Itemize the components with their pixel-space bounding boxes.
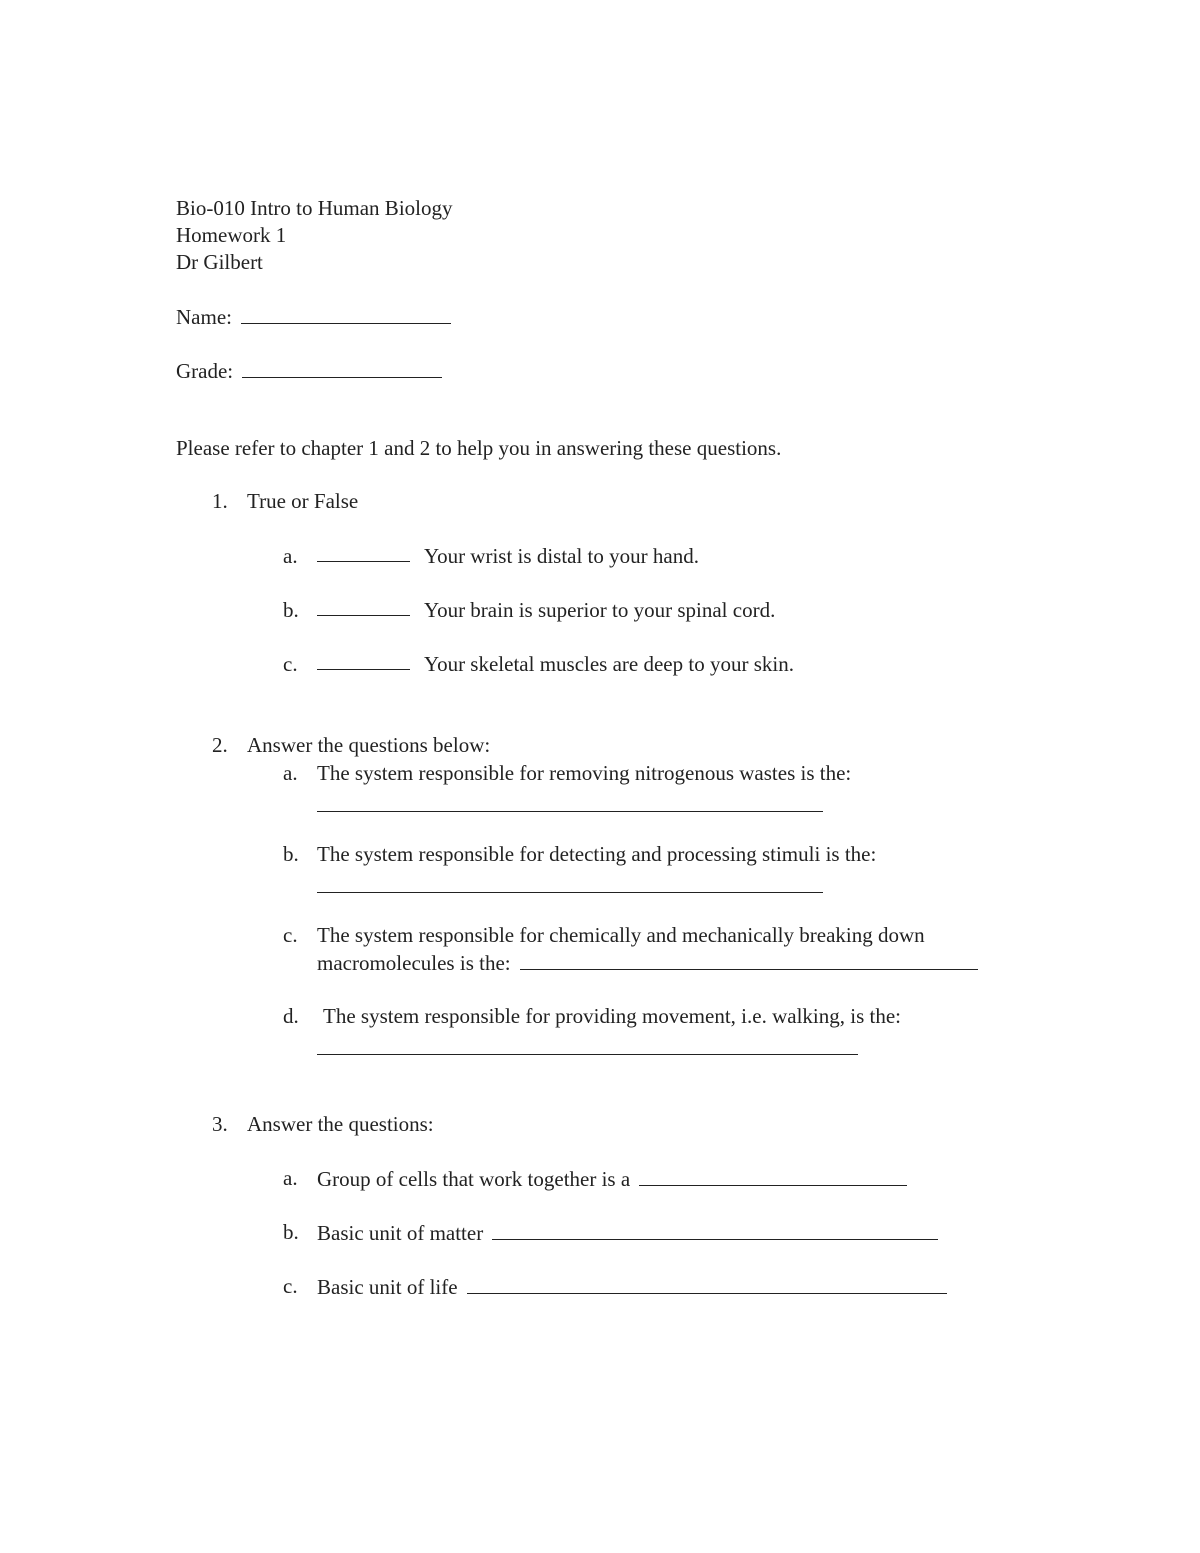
q2-title: Answer the questions below: [247, 733, 491, 757]
q3-c-blank[interactable] [467, 1273, 947, 1294]
q3-title: Answer the questions: [247, 1112, 434, 1136]
q2-b-letter: b. [283, 842, 299, 866]
q3-a-row [317, 1165, 907, 1193]
q2-c-letter: c. [283, 923, 298, 947]
q2-b-blank[interactable] [317, 872, 823, 893]
q1-c-blank[interactable] [317, 649, 410, 670]
q3-a-blank[interactable] [639, 1165, 907, 1186]
q1-b-letter: b. [283, 598, 299, 622]
q1-c-text: Your skeletal muscles are deep to your skin. [424, 652, 794, 676]
name-label: Name: [176, 305, 232, 329]
q1-b-text: Your brain is superior to your spinal cord. [424, 598, 776, 622]
q3-b-text: Basic unit of matter [317, 1221, 484, 1245]
q2-a-letter: a. [283, 761, 298, 785]
name-blank[interactable] [241, 303, 451, 324]
q3-number: 3. [212, 1112, 228, 1136]
q1-title: True or False [247, 489, 359, 513]
q2-d-text: The system responsible for providing movement, i.e. walking, is the: [323, 1004, 901, 1028]
q1-number: 1. [212, 489, 228, 513]
q1-a-text: Your wrist is distal to your hand. [424, 544, 699, 568]
q3-b-row [317, 1219, 938, 1247]
q3-b-blank[interactable] [492, 1219, 938, 1240]
q2-c-blank[interactable] [520, 949, 978, 970]
q2-c-text: The system responsible for chemically and mechanically breaking down [317, 923, 925, 947]
q2-number: 2. [212, 733, 228, 757]
course-title: Bio-010 Intro to Human Biology [176, 196, 453, 220]
q2-c-text2: macromolecules is the: [317, 951, 511, 975]
q3-c-text: Basic unit of life [317, 1275, 458, 1299]
grade-blank[interactable] [242, 357, 442, 378]
q1-a-letter: a. [283, 544, 298, 568]
q3-c-letter: c. [283, 1274, 298, 1298]
q1-b-blank[interactable] [317, 595, 410, 616]
q2-c-text-line2 [317, 949, 978, 977]
name-field [176, 303, 451, 331]
q3-a-letter: a. [283, 1166, 298, 1190]
q2-a-text: The system responsible for removing nitrogenous wastes is the: [317, 761, 852, 785]
q2-b-text: The system responsible for detecting and processing stimuli is the: [317, 842, 877, 866]
q3-c-row [317, 1273, 947, 1301]
q1-a-blank[interactable] [317, 541, 410, 562]
instructions: Please refer to chapter 1 and 2 to help you in answering these questions. [176, 436, 782, 460]
q2-d-blank[interactable] [317, 1034, 858, 1055]
instructor-name: Dr Gilbert [176, 250, 263, 274]
grade-field [176, 357, 442, 385]
q3-a-text: Group of cells that work together is a [317, 1167, 631, 1191]
grade-label: Grade: [176, 359, 234, 383]
q3-b-letter: b. [283, 1220, 299, 1244]
q2-d-letter: d. [283, 1004, 299, 1028]
assignment-title: Homework 1 [176, 223, 287, 247]
q1-c-letter: c. [283, 652, 298, 676]
q2-a-blank[interactable] [317, 791, 823, 812]
